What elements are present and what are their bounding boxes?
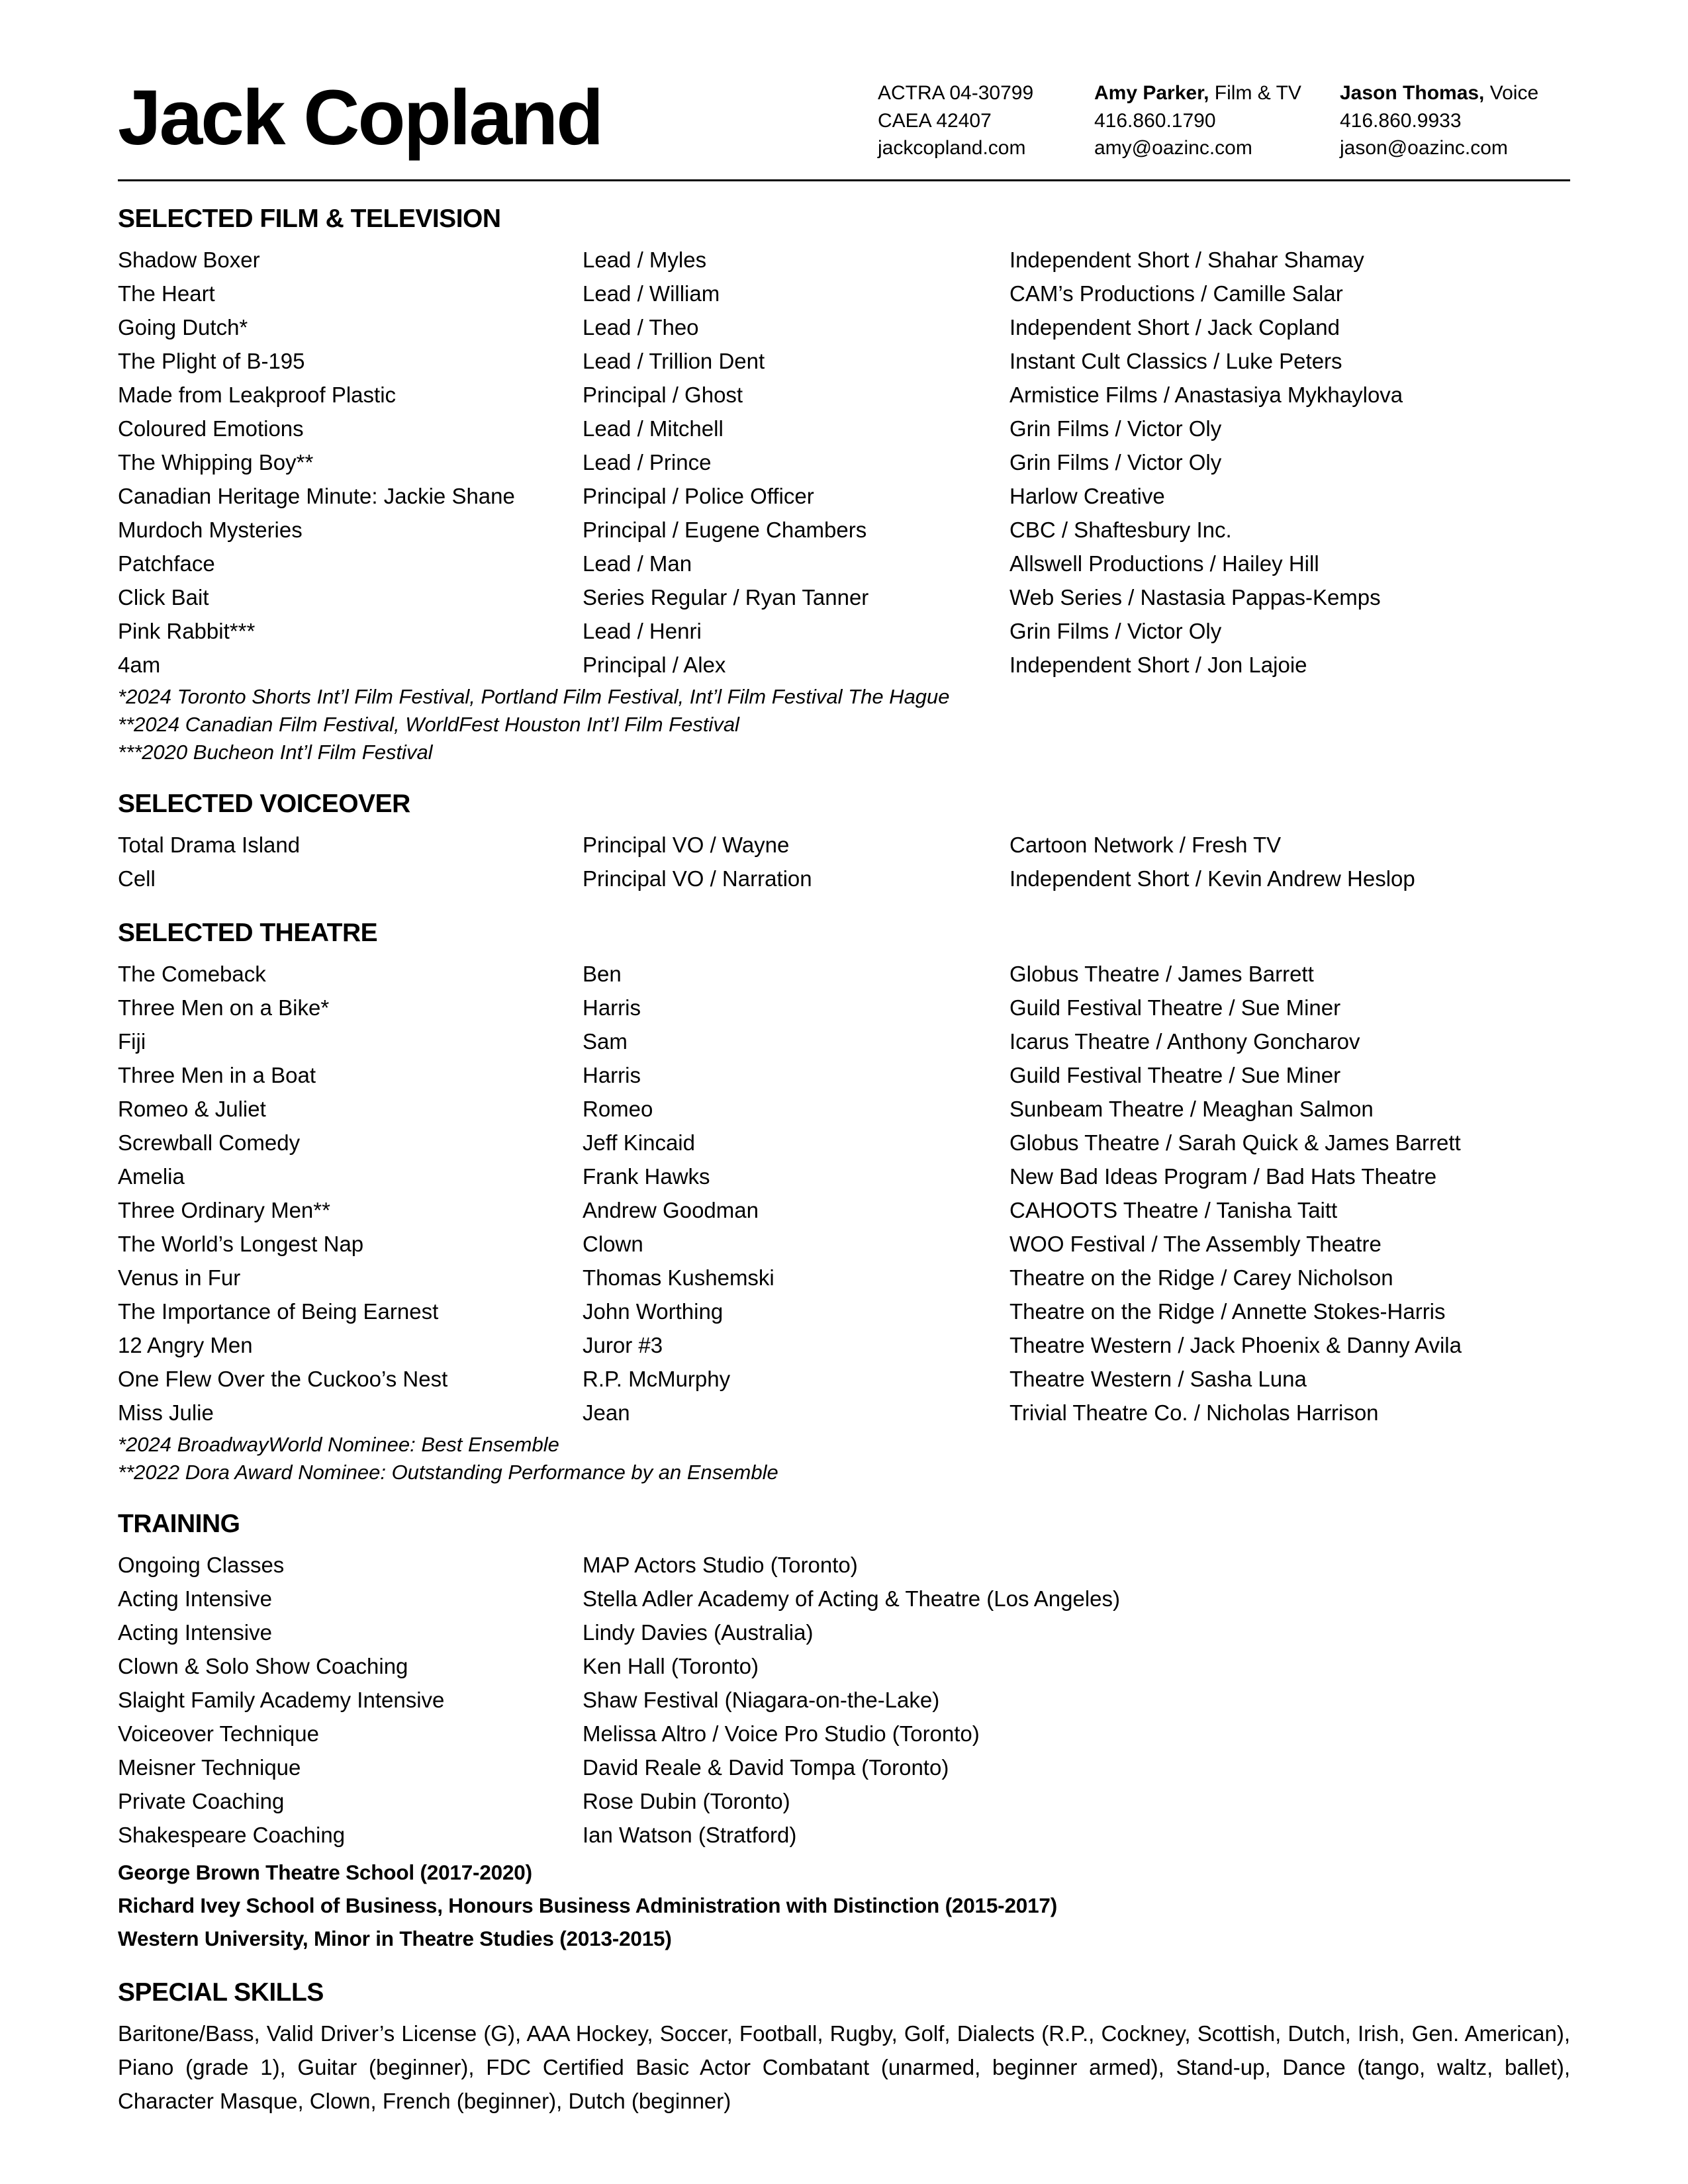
credit-company: Theatre Western / Jack Phoenix & Danny Avila xyxy=(1009,1332,1462,1357)
credit-row xyxy=(118,378,1570,412)
footnote: *2024 Toronto Shorts Int’l Film Festival, Portland Film Festival, Int’l Film Festival The Hague xyxy=(118,684,950,708)
contact-agent-name: Amy Parker, xyxy=(1094,82,1209,104)
education-line: Richard Ivey School of Business, Honours Business Administration with Distinction (2015-2017) xyxy=(118,1893,1058,1917)
credit-role: Harris xyxy=(583,995,641,1020)
training-subject: Shakespeare Coaching xyxy=(118,1822,346,1847)
training-subject: Acting Intensive xyxy=(118,1586,272,1611)
credit-company: Allswell Productions / Hailey Hill xyxy=(1009,551,1319,576)
section-title-skills: SPECIAL SKILLS xyxy=(118,1978,324,2007)
credit-title: Three Men in a Boat xyxy=(118,1062,316,1087)
credit-company: Instant Cult Classics / Luke Peters xyxy=(1009,348,1342,373)
training-row xyxy=(118,1751,1570,1784)
credit-title: The World’s Longest Nap xyxy=(118,1231,364,1256)
contact-link[interactable]: jackcopland.com xyxy=(878,137,1026,159)
section-title-voiceover: SELECTED VOICEOVER xyxy=(118,789,410,818)
credit-role: Clown xyxy=(583,1231,643,1256)
credit-company: Independent Short / Shahar Shamay xyxy=(1009,247,1364,272)
credit-title: Patchface xyxy=(118,551,215,576)
credit-row xyxy=(118,1227,1570,1261)
credit-company: Cartoon Network / Fresh TV xyxy=(1009,832,1282,857)
credit-title: Going Dutch* xyxy=(118,314,248,340)
credit-title: Coloured Emotions xyxy=(118,416,304,441)
credit-company: Independent Short / Kevin Andrew Heslop xyxy=(1009,866,1415,891)
credit-company: Sunbeam Theatre / Meaghan Salmon xyxy=(1009,1096,1374,1121)
credit-title: Shadow Boxer xyxy=(118,247,260,272)
footnote: **2022 Dora Award Nominee: Outstanding Performance by an Ensemble xyxy=(118,1460,778,1484)
training-row xyxy=(118,1717,1570,1751)
credit-title: The Importance of Being Earnest xyxy=(118,1298,439,1324)
credit-role: Principal VO / Narration xyxy=(583,866,812,891)
credit-company: CAM’s Productions / Camille Salar xyxy=(1009,281,1343,306)
credit-title: The Comeback xyxy=(118,961,266,986)
education-line: George Brown Theatre School (2017-2020) xyxy=(118,1860,532,1884)
contact-column xyxy=(1340,79,1570,162)
training-place: Ken Hall (Toronto) xyxy=(583,1653,759,1678)
contact-line-2: 416.860.1790 xyxy=(1094,109,1216,132)
credit-company: Guild Festival Theatre / Sue Miner xyxy=(1009,1062,1341,1087)
credit-role: Lead / Henri xyxy=(583,618,702,643)
credit-row xyxy=(118,277,1570,310)
credit-title: Cell xyxy=(118,866,156,891)
training-place: Stella Adler Academy of Acting & Theatre (Los Angeles) xyxy=(583,1586,1121,1611)
credit-row xyxy=(118,1396,1570,1430)
credit-row xyxy=(118,1058,1570,1092)
credit-title: The Heart xyxy=(118,281,215,306)
credit-role: Ben xyxy=(583,961,622,986)
credit-row xyxy=(118,1024,1570,1058)
credit-row xyxy=(118,1126,1570,1160)
training-row xyxy=(118,1784,1570,1818)
credit-role: Harris xyxy=(583,1062,641,1087)
credit-title: Miss Julie xyxy=(118,1400,214,1425)
credit-title: 4am xyxy=(118,652,161,677)
credit-row xyxy=(118,1193,1570,1227)
credit-row xyxy=(118,991,1570,1024)
credit-row xyxy=(118,243,1570,277)
credit-role: Lead / Myles xyxy=(583,247,707,272)
credit-row xyxy=(118,1092,1570,1126)
credit-row xyxy=(118,479,1570,513)
credit-company: Guild Festival Theatre / Sue Miner xyxy=(1009,995,1341,1020)
training-place: MAP Actors Studio (Toronto) xyxy=(583,1552,858,1577)
training-subject: Voiceover Technique xyxy=(118,1721,319,1746)
credit-role: Jean xyxy=(583,1400,630,1425)
credit-role: Jeff Kincaid xyxy=(583,1130,695,1155)
section-voiceover xyxy=(118,789,1570,895)
contact-agent-role: Film & TV xyxy=(1209,82,1301,104)
credit-row xyxy=(118,614,1570,648)
training-place: David Reale & David Tompa (Toronto) xyxy=(583,1754,949,1780)
skills-text: Baritone/Bass, Valid Driver’s License (G), AAA Hockey, Soccer, Football, Rugby, Golf, Dialects (R.P., Cockney, Scottish, Dutch, Irish, Gen. American), Piano (grade 1), Guitar (beginner), FDC Certified Basic Actor Combatant (unarmed, beginner armed), Stand-up, Dance (tango, waltz, ballet), Character Masque, Clown, French (beginner), Dutch (beginner) xyxy=(118,2021,1570,2113)
contact-line-2: 416.860.9933 xyxy=(1340,109,1462,132)
credit-company: Independent Short / Jack Copland xyxy=(1009,314,1340,340)
credit-company: Harlow Creative xyxy=(1009,483,1165,508)
footnote: ***2020 Bucheon Int’l Film Festival xyxy=(118,740,433,764)
film-credits-table xyxy=(118,243,1570,682)
candidate-name: Jack Copland xyxy=(118,74,602,161)
credit-title: Pink Rabbit*** xyxy=(118,618,256,643)
training-subject: Acting Intensive xyxy=(118,1619,272,1645)
credit-company: Theatre Western / Sasha Luna xyxy=(1009,1366,1307,1391)
credit-company: Independent Short / Jon Lajoie xyxy=(1009,652,1307,677)
credit-role: Romeo xyxy=(583,1096,653,1121)
credit-row xyxy=(118,513,1570,547)
credit-company: CBC / Shaftesbury Inc. xyxy=(1009,517,1232,542)
credit-role: Lead / Man xyxy=(583,551,692,576)
resume-header xyxy=(118,74,1570,162)
training-row xyxy=(118,1649,1570,1683)
credit-row xyxy=(118,580,1570,614)
theatre-credits-table xyxy=(118,957,1570,1430)
contact-column xyxy=(878,79,1094,162)
credit-role: Lead / William xyxy=(583,281,720,306)
credit-role: Sam xyxy=(583,1028,628,1054)
contact-line-2: CAEA 42407 xyxy=(878,109,992,132)
credit-title: Fiji xyxy=(118,1028,146,1054)
education-list xyxy=(118,1856,1570,1955)
credit-role: Thomas Kushemski xyxy=(583,1265,774,1290)
theatre-footnotes xyxy=(118,1431,1570,1486)
contact-link[interactable]: jason@oazinc.com xyxy=(1340,137,1508,159)
credit-row xyxy=(118,412,1570,445)
contact-line-1 xyxy=(1340,79,1570,107)
credit-company: New Bad Ideas Program / Bad Hats Theatre xyxy=(1009,1163,1437,1189)
credit-title: Murdoch Mysteries xyxy=(118,517,303,542)
section-training xyxy=(118,1509,1570,1955)
credit-row xyxy=(118,1261,1570,1295)
training-table xyxy=(118,1548,1570,1852)
contact-link[interactable]: amy@oazinc.com xyxy=(1094,137,1252,159)
credit-company: Web Series / Nastasia Pappas-Kemps xyxy=(1009,584,1381,610)
training-place: Melissa Altro / Voice Pro Studio (Toronto) xyxy=(583,1721,980,1746)
credit-title: Click Bait xyxy=(118,584,209,610)
credit-role: Frank Hawks xyxy=(583,1163,710,1189)
credit-role: Principal / Eugene Chambers xyxy=(583,517,867,542)
credit-row xyxy=(118,310,1570,344)
credit-company: WOO Festival / The Assembly Theatre xyxy=(1009,1231,1382,1256)
section-special-skills xyxy=(118,1978,1570,2118)
credit-role: R.P. McMurphy xyxy=(583,1366,731,1391)
training-subject: Slaight Family Academy Intensive xyxy=(118,1687,445,1712)
credit-row xyxy=(118,1362,1570,1396)
credit-company: Grin Films / Victor Oly xyxy=(1009,449,1222,475)
training-place: Lindy Davies (Australia) xyxy=(583,1619,814,1645)
credit-company: Globus Theatre / James Barrett xyxy=(1009,961,1314,986)
credit-row xyxy=(118,344,1570,378)
credit-title: One Flew Over the Cuckoo’s Nest xyxy=(118,1366,448,1391)
credit-company: Grin Films / Victor Oly xyxy=(1009,618,1222,643)
credit-company: Theatre on the Ridge / Carey Nicholson xyxy=(1009,1265,1393,1290)
credit-company: CAHOOTS Theatre / Tanisha Taitt xyxy=(1009,1197,1338,1222)
credit-row xyxy=(118,648,1570,682)
credit-role: Principal / Alex xyxy=(583,652,726,677)
film-footnotes xyxy=(118,683,1570,766)
credit-title: Amelia xyxy=(118,1163,185,1189)
credit-title: Made from Leakproof Plastic xyxy=(118,382,397,407)
credit-role: John Worthing xyxy=(583,1298,724,1324)
credit-role: Juror #3 xyxy=(583,1332,663,1357)
credit-role: Principal / Police Officer xyxy=(583,483,814,508)
footnote: **2024 Canadian Film Festival, WorldFest Houston Int’l Film Festival xyxy=(118,712,739,736)
training-row xyxy=(118,1818,1570,1852)
credit-row xyxy=(118,547,1570,580)
training-place: Ian Watson (Stratford) xyxy=(583,1822,797,1847)
contact-line-1 xyxy=(878,79,1094,107)
credit-row xyxy=(118,1160,1570,1193)
section-title-film: SELECTED FILM & TELEVISION xyxy=(118,204,501,233)
credit-role: Principal / Ghost xyxy=(583,382,743,407)
credit-row xyxy=(118,862,1570,895)
credit-title: Screwball Comedy xyxy=(118,1130,301,1155)
credit-role: Lead / Trillion Dent xyxy=(583,348,765,373)
contact-agent-name: Jason Thomas, xyxy=(1340,82,1485,104)
credit-role: Lead / Prince xyxy=(583,449,712,475)
credit-row xyxy=(118,1328,1570,1362)
credit-title: Three Ordinary Men** xyxy=(118,1197,330,1222)
contact-info xyxy=(878,78,1570,162)
credit-row xyxy=(118,828,1570,862)
voiceover-credits-table xyxy=(118,828,1570,895)
credit-row xyxy=(118,1295,1570,1328)
credit-title: The Whipping Boy** xyxy=(118,449,314,475)
credit-company: Globus Theatre / Sarah Quick & James Barrett xyxy=(1009,1130,1461,1155)
section-film-television xyxy=(118,204,1570,766)
credit-title: Romeo & Juliet xyxy=(118,1096,266,1121)
credit-title: 12 Angry Men xyxy=(118,1332,253,1357)
training-subject: Meisner Technique xyxy=(118,1754,301,1780)
credit-title: Three Men on a Bike* xyxy=(118,995,330,1020)
section-title-training: TRAINING xyxy=(118,1509,240,1538)
training-place: Shaw Festival (Niagara-on-the-Lake) xyxy=(583,1687,940,1712)
credit-company: Grin Films / Victor Oly xyxy=(1009,416,1222,441)
training-row xyxy=(118,1615,1570,1649)
credit-row xyxy=(118,957,1570,991)
training-row xyxy=(118,1683,1570,1717)
training-subject: Clown & Solo Show Coaching xyxy=(118,1653,408,1678)
credit-row xyxy=(118,445,1570,479)
footnote: *2024 BroadwayWorld Nominee: Best Ensemble xyxy=(118,1432,559,1456)
credit-title: The Plight of B-195 xyxy=(118,348,305,373)
credit-title: Canadian Heritage Minute: Jackie Shane xyxy=(118,483,515,508)
credit-title: Venus in Fur xyxy=(118,1265,241,1290)
contact-line-1 xyxy=(1094,79,1340,107)
contact-agent-role: ACTRA 04-30799 xyxy=(878,82,1034,104)
credit-role: Principal VO / Wayne xyxy=(583,832,790,857)
section-title-theatre: SELECTED THEATRE xyxy=(118,918,378,947)
credit-company: Trivial Theatre Co. / Nicholas Harrison xyxy=(1009,1400,1379,1425)
credit-title: Total Drama Island xyxy=(118,832,301,857)
contact-column xyxy=(1094,79,1340,162)
credit-company: Armistice Films / Anastasiya Mykhaylova xyxy=(1009,382,1403,407)
education-line: Western University, Minor in Theatre Studies (2013-2015) xyxy=(118,1926,672,1950)
credit-role: Series Regular / Ryan Tanner xyxy=(583,584,869,610)
credit-company: Icarus Theatre / Anthony Goncharov xyxy=(1009,1028,1360,1054)
credit-company: Theatre on the Ridge / Annette Stokes-Harris xyxy=(1009,1298,1446,1324)
header-divider xyxy=(118,179,1570,181)
training-row xyxy=(118,1582,1570,1615)
training-place: Rose Dubin (Toronto) xyxy=(583,1788,790,1813)
section-theatre xyxy=(118,918,1570,1486)
training-row xyxy=(118,1548,1570,1582)
credit-role: Andrew Goodman xyxy=(583,1197,759,1222)
credit-role: Lead / Mitchell xyxy=(583,416,724,441)
contact-agent-role: Voice xyxy=(1484,82,1539,104)
training-subject: Ongoing Classes xyxy=(118,1552,285,1577)
training-subject: Private Coaching xyxy=(118,1788,285,1813)
credit-role: Lead / Theo xyxy=(583,314,699,340)
